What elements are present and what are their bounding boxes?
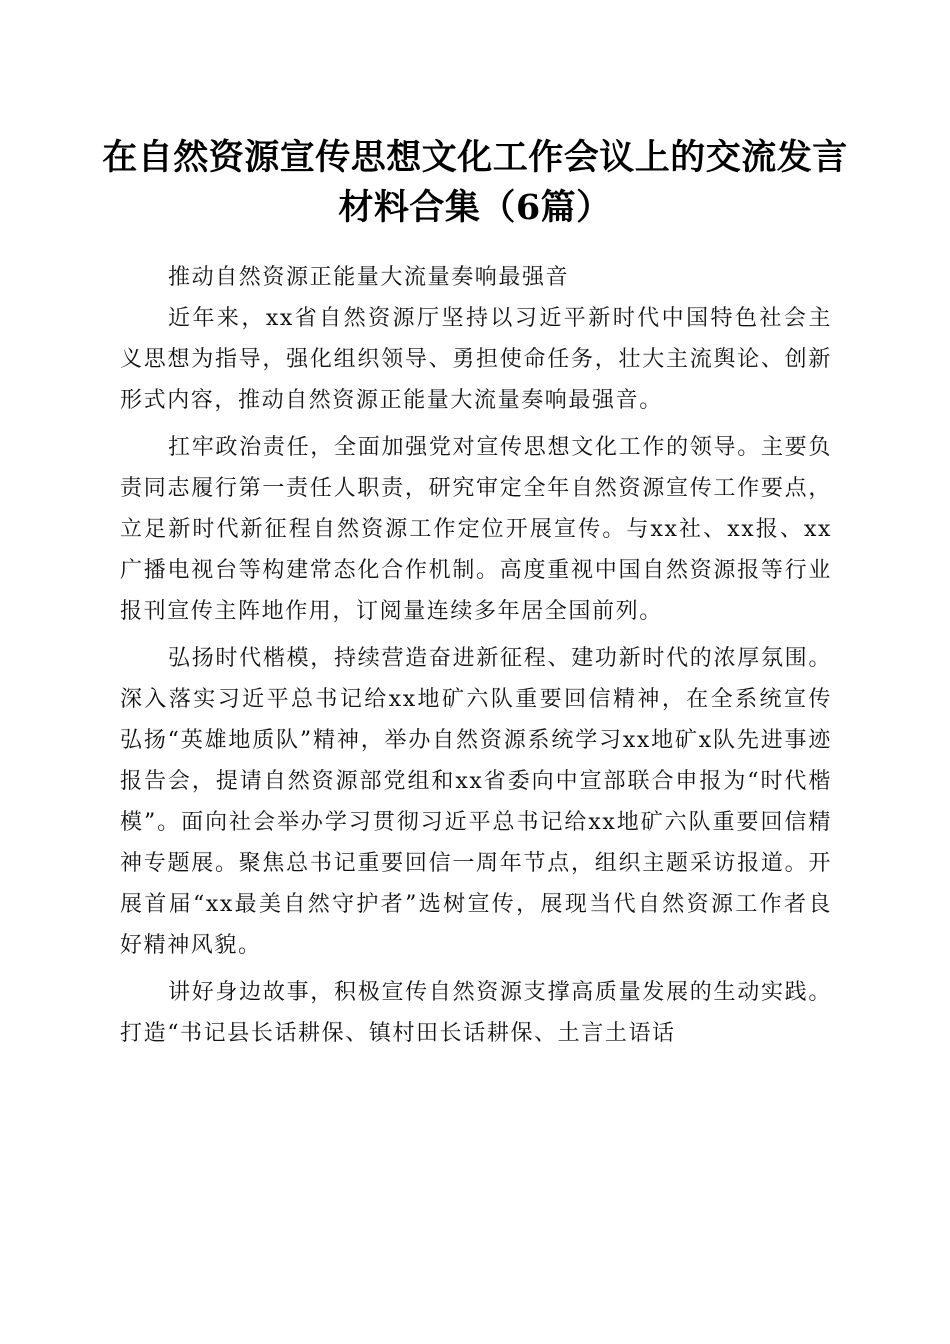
body-paragraph: 弘扬时代楷模，持续营造奋进新征程、建功新时代的浓厚氛围。深入落实习近平总书记给xx地矿六队重要回信精神，在全系统宣传弘扬“英雄地质队”精神，举办自然资源系统学习xx地矿x队先进事迹报告会，提请自然资源部党组和xx省委向中宣部联合申报为“时代楷模”。面向社会举办学习贯彻习近平总书记给xx地矿六队重要回信精神专题展。聚焦总书记重要回信一周年节点，组织主题采访报道。开展首届“xx最美自然守护者”选树宣传，展现当代自然资源工作者良好精神风貌。 (120, 646, 832, 958)
document-body (120, 257, 832, 1060)
section-heading: 推动自然资源正能量大流量奏响最强音 (168, 265, 570, 290)
body-paragraph: 扛牢政治责任，全面加强党对宣传思想文化工作的领导。主要负责同志履行第一责任人职责，研究审定全年自然资源宣传工作要点，立足新时代新征程自然资源工作定位开展宣传。与xx社、xx报、xx广播电视台等构建常态化合作机制。高度重视中国自然资源报等行业报刊宣传主阵地作用，订阅量连续多年居全国前列。 (120, 435, 832, 624)
body-paragraph: 近年来，xx省自然资源厅坚持以习近平新时代中国特色社会主义思想为指导，强化组织领导、勇担使命任务，壮大主流舆论、创新形式内容，推动自然资源正能量大流量奏响最强音。 (120, 306, 832, 413)
body-paragraph: 讲好身边故事，积极宣传自然资源支撑高质量发展的生动实践。打造“书记县长话耕保、镇村田长话耕保、土言土语话 (120, 980, 832, 1046)
document-title: 在自然资源宣传思想文化工作会议上的交流发言材料合集（6篇） (102, 137, 848, 228)
